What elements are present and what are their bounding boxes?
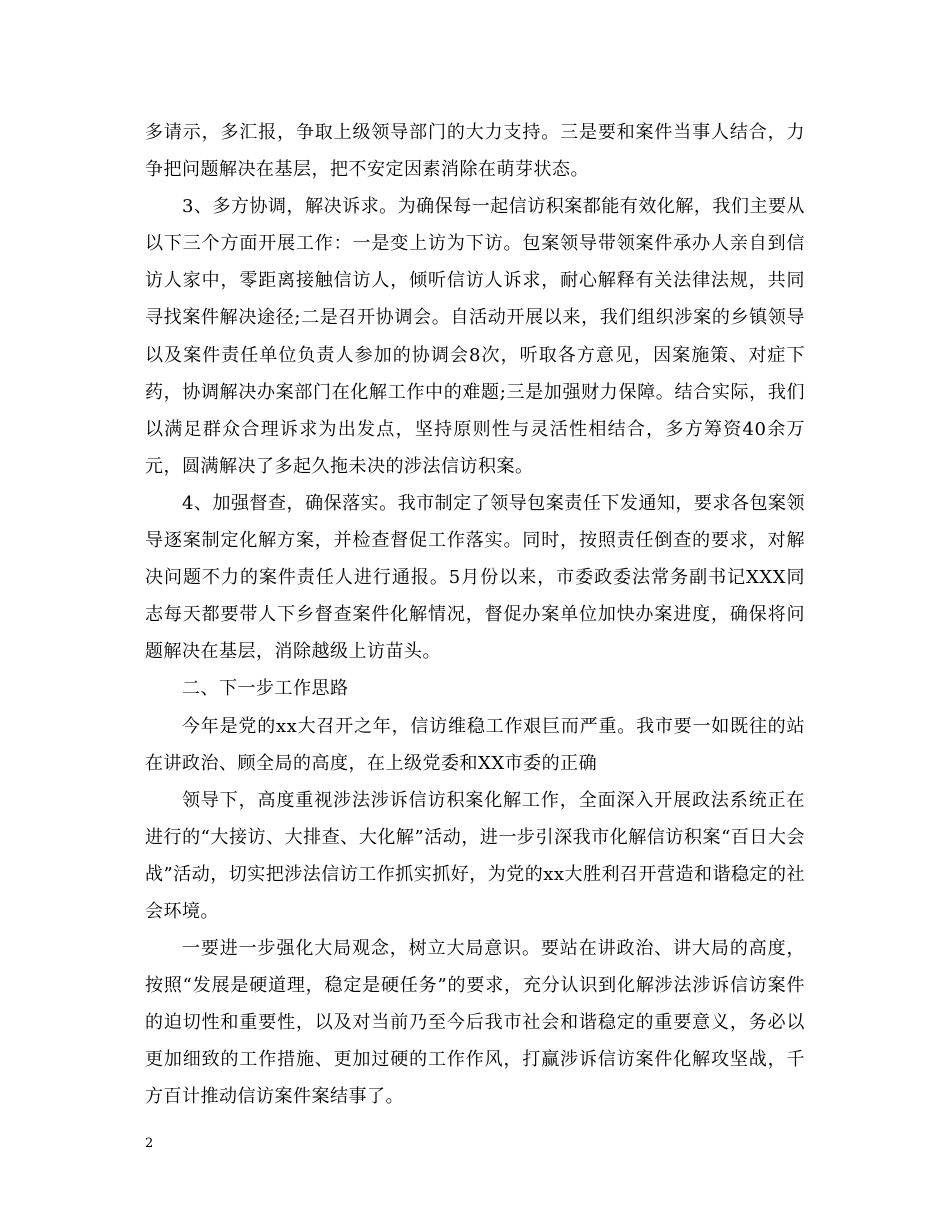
paragraph-supervision: 4、加强督查，确保落实。我市制定了领导包案责任下发通知，要求各包案领导逐案制定化解方案，并检查督促工作落实。同时，按照责任倒查的要求，对解决问题不力的案件责任人进行通报。5月份以来，市委政委法常务副书记XXX同志每天都要带人下乡督查案件化解情况，督促办案单位加快办案进度，确保将问题解决在基层，消除越级上访苗头。	[145, 492, 805, 663]
page-number: 2	[145, 1136, 154, 1151]
paragraph-request-support: 多请示，多汇报，争取上级领导部门的大力支持。三是要和案件当事人结合，力争把问题解决在基层，把不安定因素消除在萌芽状态。	[145, 122, 805, 181]
section-heading-next-steps: 二、下一步工作思路	[182, 678, 349, 700]
paragraph-this-year: 今年是党的xx大召开之年，信访维稳工作艰巨而严重。我市要一如既往的站在讲政治、顾全局的高度，在上级党委和XX市委的正确	[145, 715, 805, 774]
paragraph-leadership: 领导下，高度重视涉法涉诉信访积案化解工作，全面深入开展政法系统正在进行的“大接访、大排查、大化解”活动，进一步引深我市化解信访积案“百日大会战”活动，切实把涉法信访工作抓实抓好，为党的xx大胜利召开营造和谐稳定的社会环境。	[145, 789, 806, 922]
paragraph-overall-view: 一要进一步强化大局观念，树立大局意识。要站在讲政治、讲大局的高度，按照“发展是硬道理，稳定是硬任务”的要求，充分认识到化解涉法涉诉信访案件的迫切性和重要性，以及对当前乃至今后我市社会和谐稳定的重要意义，务必以更加细致的工作措施、更加过硬的工作作风，打赢涉诉信访案件化解攻坚战，千方百计推动信访案件案结事了。	[145, 938, 805, 1108]
document-body	[145, 114, 805, 1116]
paragraph-multi-coordination: 3、多方协调，解决诉求。为确保每一起信访积案都能有效化解，我们主要从以下三个方面开展工作：一是变上访为下访。包案领导带领案件承办人亲自到信访人家中，零距离接触信访人，倾听信访人诉求，耐心解释有关法律法规，共同寻找案件解决途径;二是召开协调会。自活动开展以来，我们组织涉案的乡镇领导以及案件责任单位负责人参加的协调会8次，听取各方意见，因案施策、对症下药，协调解决办案部门在化解工作中的难题;三是加强财力保障。结合实际，我们以满足群众合理诉求为出发点，坚持原则性与灵活性相结合，多方筹资40余万元，圆满解决了多起久拖未决的涉法信访积案。	[145, 196, 805, 477]
